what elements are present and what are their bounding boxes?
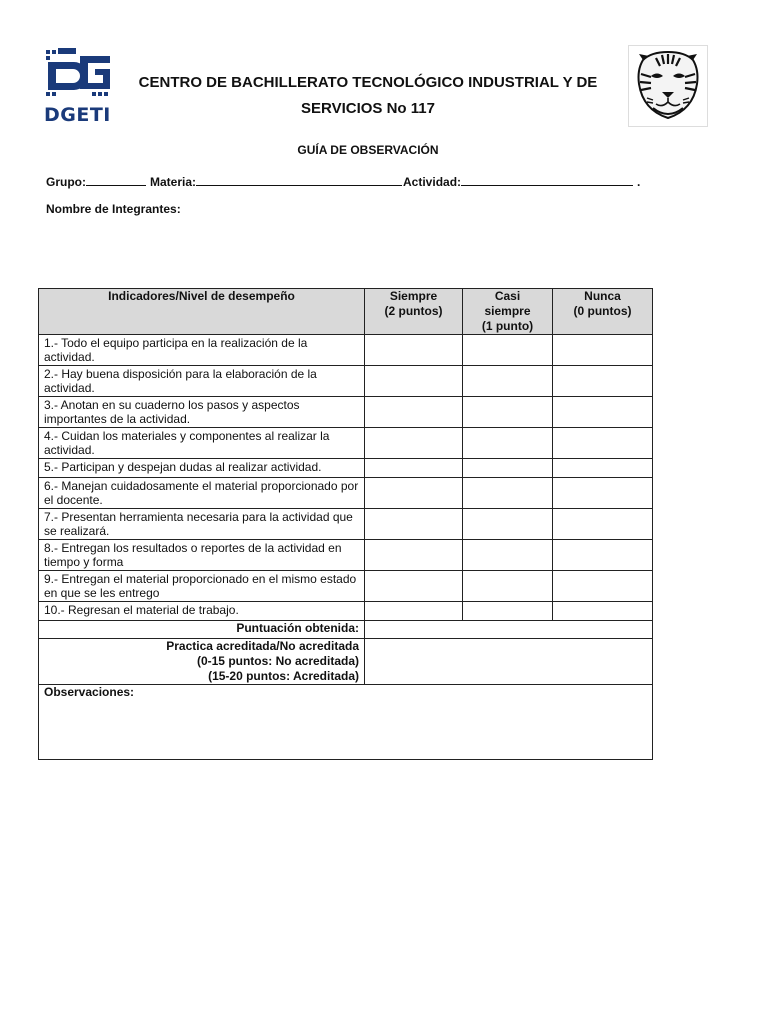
header-casi-siempre (463, 289, 553, 335)
header-casi-line2: siempre (484, 304, 531, 318)
indicator-cell: 8.- Entregan los resultados o reportes de la actividad en tiempo y forma (39, 540, 365, 571)
nunca-cell[interactable] (553, 366, 653, 397)
table-row (39, 366, 653, 397)
indicator-cell: 9.- Entregan el material proporcionado en el mismo estado en que se les entrego (39, 571, 365, 602)
school-title: CENTRO DE BACHILLERATO TECNOLÓGICO INDUSTRIAL Y DE SERVICIOS No 117 (138, 74, 598, 117)
end-mark: . (637, 175, 641, 189)
siempre-cell[interactable] (365, 478, 463, 509)
indicator-cell: 2.- Hay buena disposición para la elaboración de la actividad. (39, 366, 365, 397)
grupo-blank[interactable] (86, 173, 146, 186)
practica-row (39, 639, 653, 685)
siempre-cell[interactable] (365, 571, 463, 602)
dgeti-logo-text: DGETI (44, 104, 111, 126)
casi-siempre-cell[interactable] (463, 540, 553, 571)
table-row (39, 509, 653, 540)
casi-siempre-cell[interactable] (463, 509, 553, 540)
actividad-label: Actividad: (403, 175, 462, 189)
siempre-cell[interactable] (365, 509, 463, 540)
practica-line2: (0-15 puntos: No acreditada) (196, 654, 359, 668)
evaluation-table (38, 288, 653, 760)
dgeti-logo (42, 46, 114, 126)
nunca-cell[interactable] (553, 571, 653, 602)
nunca-cell[interactable] (553, 428, 653, 459)
nunca-cell[interactable] (553, 540, 653, 571)
practica-label (39, 639, 365, 685)
indicator-cell: 1.- Todo el equipo participa en la realización de la actividad. (39, 335, 365, 366)
nunca-cell[interactable] (553, 335, 653, 366)
casi-siempre-cell[interactable] (463, 335, 553, 366)
integrantes-label: Nombre de Integrantes: (46, 202, 181, 216)
practica-line1: Practica acreditada/No acreditada (166, 639, 359, 653)
observaciones-row (39, 685, 653, 760)
document-subtitle: GUÍA DE OBSERVACIÓN (297, 143, 439, 157)
casi-siempre-cell[interactable] (463, 602, 553, 621)
table-row (39, 428, 653, 459)
casi-siempre-cell[interactable] (463, 571, 553, 602)
header-siempre (365, 289, 463, 335)
actividad-blank[interactable] (461, 173, 633, 186)
indicator-cell: 10.- Regresan el material de trabajo. (39, 602, 365, 621)
materia-label: Materia: (150, 175, 197, 189)
practica-value-cell[interactable] (365, 639, 653, 685)
header-indicadores: Indicadores/Nivel de desempeño (39, 289, 365, 335)
indicator-cell: 7.- Presentan herramienta necesaria para la actividad que se realizará. (39, 509, 365, 540)
casi-siempre-cell[interactable] (463, 366, 553, 397)
header-casi-line1: Casi (494, 289, 521, 303)
indicator-cell: 6.- Manejan cuidadosamente el material proporcionado por el docente. (39, 478, 365, 509)
header-siempre-line: Siempre (389, 289, 438, 303)
dgeti-emblem-icon (44, 46, 112, 102)
siempre-cell[interactable] (365, 428, 463, 459)
table-row (39, 478, 653, 509)
header-nunca-line: Nunca (584, 289, 621, 303)
materia-blank[interactable] (196, 173, 402, 186)
puntuacion-row (39, 621, 653, 639)
observaciones-label: Observaciones: (44, 685, 135, 699)
table-row (39, 540, 653, 571)
siempre-cell[interactable] (365, 459, 463, 478)
practica-line3: (15-20 puntos: Acreditada) (208, 669, 359, 683)
siempre-cell[interactable] (365, 335, 463, 366)
table-row (39, 459, 653, 478)
casi-siempre-cell[interactable] (463, 478, 553, 509)
table-row (39, 571, 653, 602)
table-header-row (39, 289, 653, 335)
casi-siempre-cell[interactable] (463, 397, 553, 428)
fields-row (46, 173, 640, 189)
siempre-cell[interactable] (365, 397, 463, 428)
indicator-cell: 5.- Participan y despejan dudas al realizar actividad. (39, 459, 365, 478)
header-nunca-points: (0 puntos) (573, 304, 632, 318)
casi-siempre-cell[interactable] (463, 428, 553, 459)
siempre-cell[interactable] (365, 602, 463, 621)
tiger-logo (628, 45, 708, 127)
siempre-cell[interactable] (365, 540, 463, 571)
nunca-cell[interactable] (553, 509, 653, 540)
table-row (39, 397, 653, 428)
table-row (39, 602, 653, 621)
grupo-label: Grupo: (46, 175, 86, 189)
indicator-cell: 3.- Anotan en su cuaderno los pasos y aspectos importantes de la actividad. (39, 397, 365, 428)
header-siempre-points: (2 puntos) (384, 304, 443, 318)
tiger-face-icon (629, 46, 707, 126)
puntuacion-value-cell[interactable] (365, 621, 653, 639)
nunca-cell[interactable] (553, 459, 653, 478)
header-nunca (553, 289, 653, 335)
casi-siempre-cell[interactable] (463, 459, 553, 478)
header-casi-points: (1 punto) (481, 319, 534, 333)
nunca-cell[interactable] (553, 478, 653, 509)
siempre-cell[interactable] (365, 366, 463, 397)
nunca-cell[interactable] (553, 602, 653, 621)
puntuacion-label: Puntuación obtenida: (39, 621, 365, 639)
nunca-cell[interactable] (553, 397, 653, 428)
observaciones-cell[interactable] (39, 685, 653, 760)
indicator-cell: 4.- Cuidan los materiales y componentes al realizar la actividad. (39, 428, 365, 459)
table-row (39, 335, 653, 366)
